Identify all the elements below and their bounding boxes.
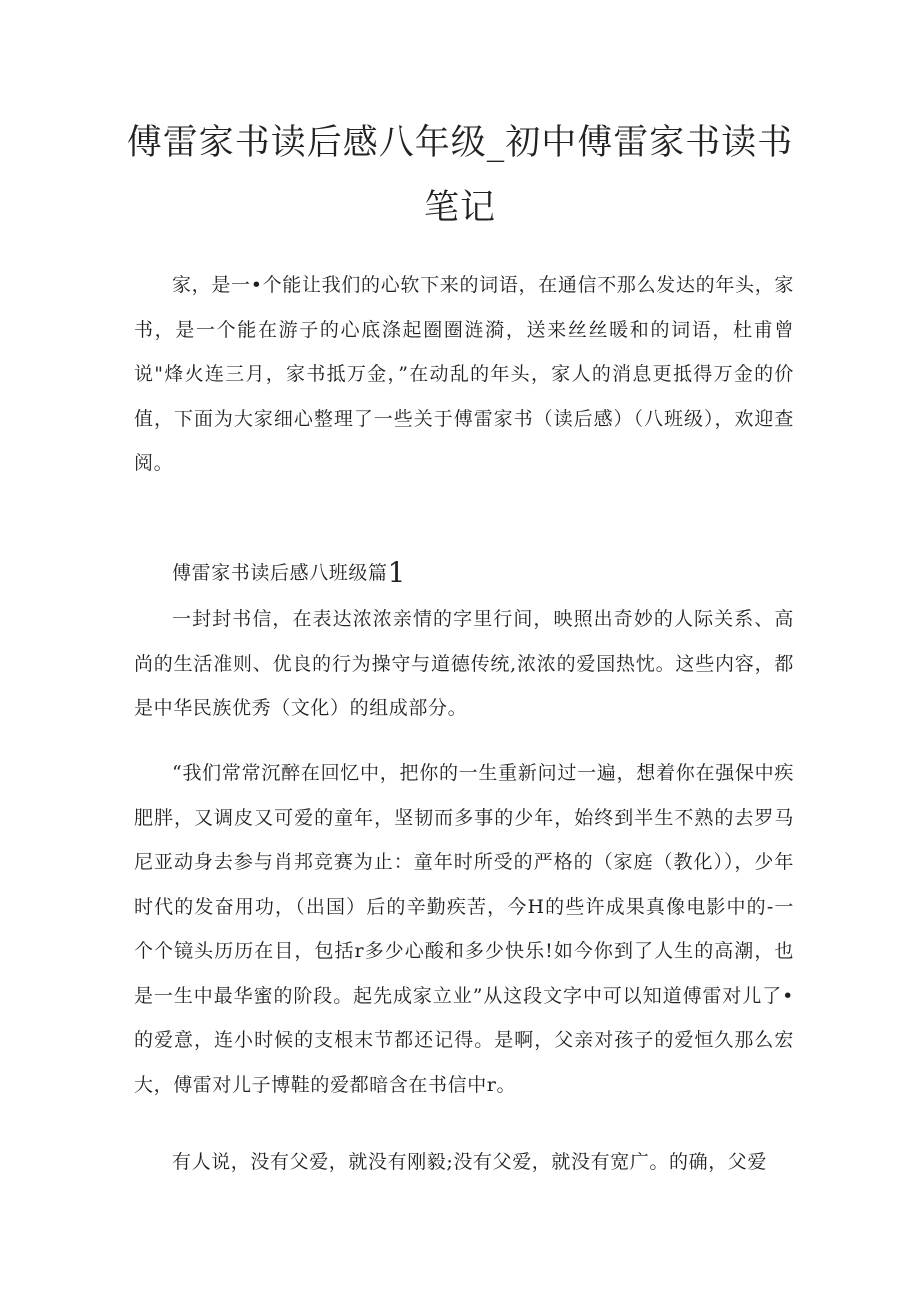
section-heading-number: 1 bbox=[387, 556, 407, 589]
section-heading bbox=[134, 551, 794, 596]
intro-paragraph: 家，是一•个能让我们的心软下来的词语，在通信不那么发达的年头，家书，是一个能在游子的心底涤起圈圈涟漪，送来丝丝暖和的词语，杜甫曾说"烽火连三月，家书抵万金，”在动乱的年头，家人的消息更抵得万金的价值，下面为大家细心整理了一些关于傅雷家书（读后感）（八班级），欢迎查阅。 bbox=[134, 274, 794, 474]
document-title-line-1: 傅雷家书读后感八年级_初中傅雷家书读书 bbox=[126, 123, 794, 163]
body-paragraph-2: “我们常常沉醉在回忆中，把你的一生重新问过一遍，想着你在强保中疾肥胖，又调皮又可爱的童年，坚韧而多事的少年，始终到半生不熟的去罗马尼亚动身去参与肖邦竞赛为止：童年时所受的严格的（家庭（教化）），少年时代的发奋用功，（出国）后的辛勤疾苦，今H的些许成果真像电影中的-一个个镜头历历在目，包括r多少心酸和多少快乐!如今你到了人生的高潮，也是一生中最华蜜的阶段。起先成家立业”从这段文字中可以知道傅雷对儿了•的爱意，连小时候的支根末节都还记得。是啊，父亲对孩子的爱恒久那么宏大，傅雷对儿子博鞋的爱都暗含在书信中r。 bbox=[134, 762, 794, 1096]
section-heading-text: 傅雷家书读后感八班级篇 bbox=[172, 562, 388, 584]
body-paragraph-1: 一封封书信，在表达浓浓亲情的字里行间，映照出奇妙的人际关系、高尚的生活准则、优良的行为操守与道德传统,浓浓的爱国热忱。这些内容，都是中华民族优秀（文化）的组成部分。 bbox=[134, 608, 794, 719]
document-title-line-2: 笔记 bbox=[423, 188, 496, 228]
body-paragraph-3: 有人说，没有父爱，就没有刚毅;没有父爱，就没有宽广。的确，父爱 bbox=[172, 1151, 768, 1173]
